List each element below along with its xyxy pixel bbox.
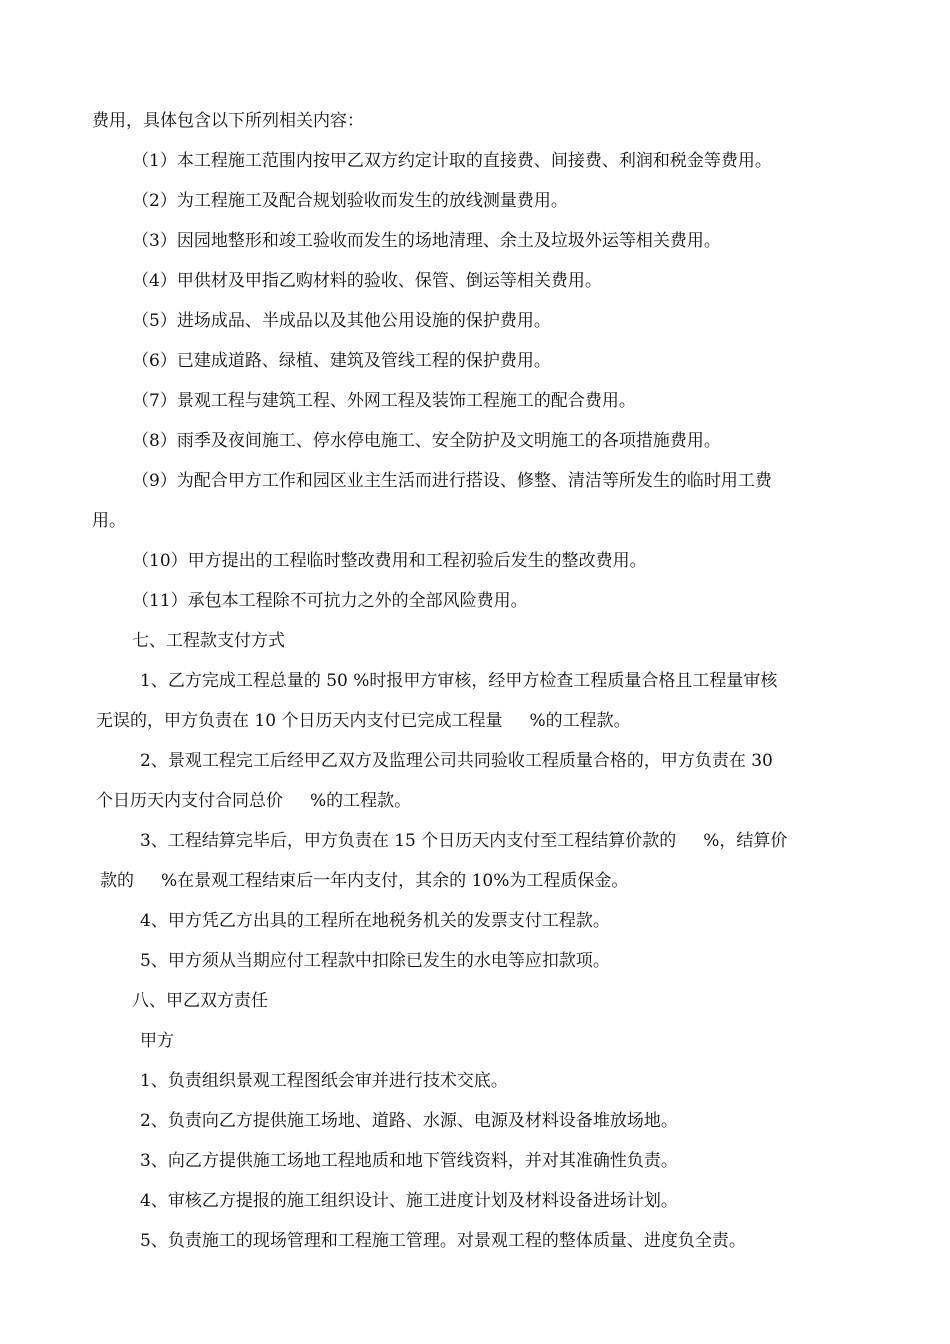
text-line: 5、负责施工的现场管理和工程施工管理。对景观工程的整体质量、进度负全责。: [140, 1231, 746, 1251]
text-line: 1、乙方完成工程总量的 50 %时报甲方审核，经甲方检查工程质量合格且工程量审核: [140, 671, 778, 691]
section-heading: 八、甲乙双方责任: [132, 991, 268, 1011]
text-line: 4、甲方凭乙方出具的工程所在地税务机关的发票支付工程款。: [140, 911, 610, 931]
text-line: （10）甲方提出的工程临时整改费用和工程初验后发生的整改费用。: [132, 551, 647, 571]
text-line: （9）为配合甲方工作和园区业主生活而进行搭设、修整、清洁等所发生的临时用工费: [132, 471, 772, 491]
text-line: 费用，具体包含以下所列相关内容：: [92, 111, 364, 131]
section-heading: 七、工程款支付方式: [132, 631, 285, 651]
text-line: （5）进场成品、半成品以及其他公用设施的保护费用。: [132, 311, 551, 331]
text-line: （3）因园地整形和竣工验收而发生的场地清理、余土及垃圾外运等相关费用。: [132, 231, 721, 251]
text-line: 5、甲方须从当期应付工程款中扣除已发生的水电等应扣款项。: [140, 951, 610, 971]
text-line: （4）甲供材及甲指乙购材料的验收、保管、倒运等相关费用。: [132, 271, 602, 291]
sub-heading: 甲方: [140, 1031, 174, 1051]
text-line: （6）已建成道路、绿植、建筑及管线工程的保护费用。: [132, 351, 551, 371]
text-line: 款的 %在景观工程结束后一年内支付，其余的 10%为工程质保金。: [100, 871, 629, 891]
text-line: （1）本工程施工范围内按甲乙双方约定计取的直接费、间接费、利润和税金等费用。: [132, 151, 772, 171]
text-line: 用。: [92, 511, 126, 531]
text-line: （2）为工程施工及配合规划验收而发生的放线测量费用。: [132, 191, 568, 211]
text-line: 1、负责组织景观工程图纸会审并进行技术交底。: [140, 1071, 508, 1091]
text-line: （7）景观工程与建筑工程、外网工程及装饰工程施工的配合费用。: [132, 391, 636, 411]
text-line: 4、审核乙方提报的施工组织设计、施工进度计划及材料设备进场计划。: [140, 1191, 678, 1211]
text-line: 2、负责向乙方提供施工场地、道路、水源、电源及材料设备堆放场地。: [140, 1111, 678, 1131]
text-line: 无误的，甲方负责在 10 个日历天内支付已完成工程量 %的工程款。: [96, 711, 631, 731]
text-line: 2、景观工程完工后经甲乙双方及监理公司共同验收工程质量合格的，甲方负责在 30: [140, 751, 773, 771]
text-line: 3、向乙方提供施工场地工程地质和地下管线资料，并对其准确性负责。: [140, 1151, 678, 1171]
text-line: （11）承包本工程除不可抗力之外的全部风险费用。: [132, 591, 528, 611]
text-line: （8）雨季及夜间施工、停水停电施工、安全防护及文明施工的各项措施费用。: [132, 431, 721, 451]
text-line: 3、工程结算完毕后，甲方负责在 15 个日历天内支付至工程结算价款的 %，结算价: [140, 831, 788, 851]
text-line: 个日历天内支付合同总价 %的工程款。: [96, 791, 412, 811]
